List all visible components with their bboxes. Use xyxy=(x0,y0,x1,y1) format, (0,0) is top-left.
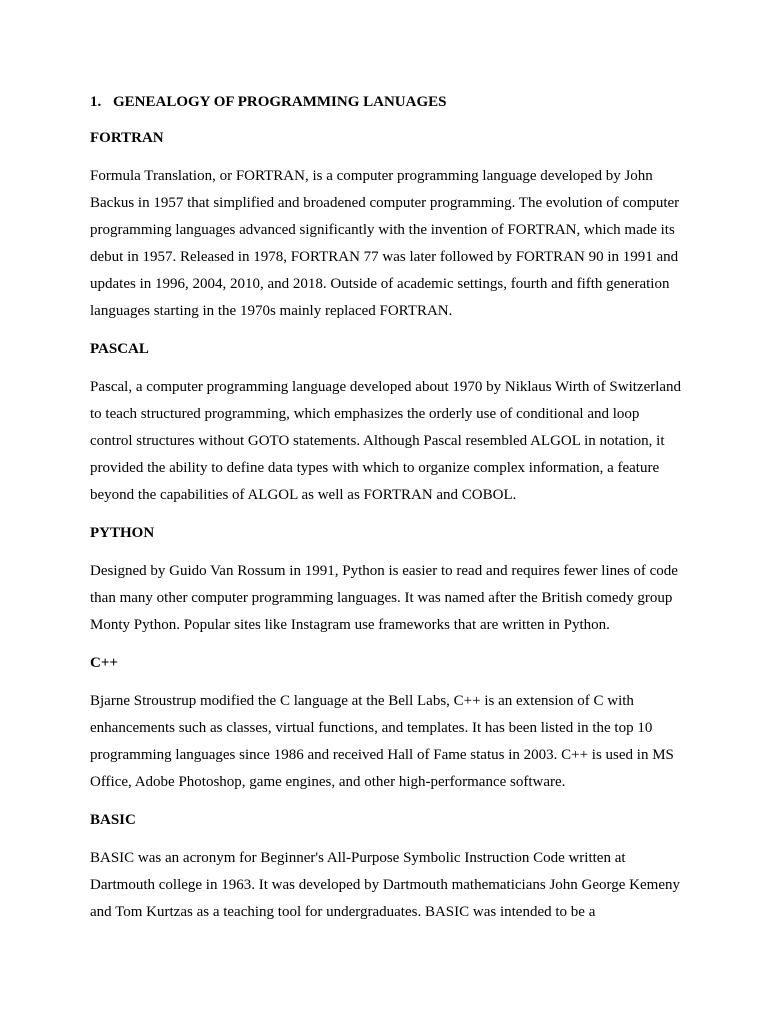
section-pascal xyxy=(90,337,682,509)
document-page xyxy=(90,90,682,938)
title-number: 1. xyxy=(90,94,102,110)
section-heading: FORTRAN xyxy=(90,130,164,146)
section-body: Bjarne Stroustrup modified the C language at the Bell Labs, C++ is an extension of C with enhancements such as classes, virtual functions, and templates. It has been listed in the top 10 programming languages since 1986 and received Hall of Fame status in 2003. C++ is used in MS Office, Adobe Photoshop, game engines, and other high-performance software. xyxy=(90,693,674,790)
section-basic xyxy=(90,808,682,926)
section-body: BASIC was an acronym for Beginner's All-Purpose Symbolic Instruction Code written at Dartmouth college in 1963. It was developed by Dartmouth mathematicians John George Kemeny and Tom Kurtzas as a teaching tool for undergraduates. BASIC was intended to be a xyxy=(90,850,680,920)
document-title xyxy=(90,90,682,114)
title-text: GENEALOGY OF PROGRAMMING LANUAGES xyxy=(113,94,447,110)
section-heading: C++ xyxy=(90,655,118,671)
section-body: Designed by Guido Van Rossum in 1991, Python is easier to read and requires fewer lines of code than many other computer programming languages. It was named after the British comedy group Monty Python. Popular sites like Instagram use frameworks that are written in Python. xyxy=(90,563,678,633)
section-heading: PASCAL xyxy=(90,341,149,357)
section-body: Pascal, a computer programming language developed about 1970 by Niklaus Wirth of Switzerland to teach structured programming, which emphasizes the orderly use of conditional and loop control structures without GOTO statements. Although Pascal resembled ALGOL in notation, it provided the ability to define data types with which to organize complex information, a feature beyond the capabilities of ALGOL as well as FORTRAN and COBOL. xyxy=(90,379,682,503)
section-python xyxy=(90,521,682,639)
section-fortran xyxy=(90,126,682,325)
section-heading: PYTHON xyxy=(90,525,155,541)
section-body: Formula Translation, or FORTRAN, is a computer programming language developed by John Backus in 1957 that simplified and broadened computer programming. The evolution of computer programming languages advanced significantly with the invention of FORTRAN, which made its debut in 1957. Released in 1978, FORTRAN 77 was later followed by FORTRAN 90 in 1991 and updates in 1996, 2004, 2010, and 2018. Outside of academic settings, fourth and fifth generation languages starting in the 1970s mainly replaced FORTRAN. xyxy=(90,168,680,319)
section-heading: BASIC xyxy=(90,812,136,828)
section-cpp xyxy=(90,651,682,796)
